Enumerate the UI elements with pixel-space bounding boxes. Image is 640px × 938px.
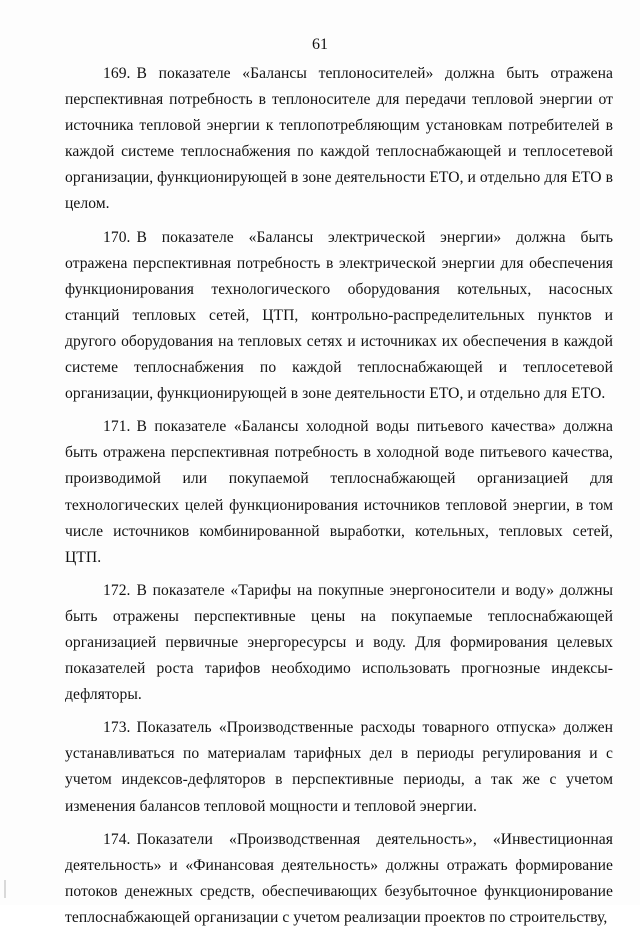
paragraph-text: Показатель «Производственные расходы товарного отпуска» должен устанавливаться по материалам тарифных дел в периоды регулирования и с учетом индексов-дефляторов в перспективные периоды, а так же с учетом изменения балансов тепловой мощности и тепловой энергии. — [65, 719, 613, 815]
paragraph-172 — [65, 578, 613, 708]
paragraph-number: 174. — [103, 830, 131, 848]
document-body — [65, 61, 613, 938]
paragraph-text: В показателе «Балансы теплоносителей» должна быть отражена перспективная потребность в теплоносителе для передачи тепловой энергии от источника тепловой энергии к теплопотребляющим установкам потребителей в каждой системе теплоснабжения по каждой теплоснабжающей и теплосетевой организации, функционирующей в зоне деятельности ЕТО, и отдельно для ЕТО в целом. — [65, 65, 613, 213]
scan-edge-mark — [4, 880, 6, 898]
paragraph-171 — [65, 414, 613, 571]
paragraph-text: В показателе «Тарифы на покупные энергоносители и воду» должны быть отражены перспективные цены на покупаемые теплоснабжающей организацией первичные энергоресурсы и воду. Для формирования целевых показателей роста тарифов необходимо использовать прогнозные индексы-дефляторы. — [65, 581, 613, 704]
paragraph-number: 170. — [103, 228, 131, 246]
paragraph-number: 172. — [103, 581, 131, 599]
page-number: 61 — [312, 36, 328, 53]
paragraph-173 — [65, 715, 613, 819]
paragraph-174 — [65, 827, 613, 931]
paragraph-number: 169. — [103, 65, 131, 82]
paragraph-170 — [65, 225, 613, 408]
paragraph-number: 173. — [103, 719, 131, 737]
paragraph-text: В показателе «Балансы холодной воды питьевого качества» должна быть отражена перспективная потребность в холодной воде питьевого качества, производимой или покупаемой теплоснабжающей организацией для технологических целей функционирования источников тепловой энергии, в том числе источников комбинированной выработки, котельных, тепловых сетей, ЦТП. — [65, 418, 613, 566]
paragraph-number: 171. — [103, 418, 131, 436]
paragraph-text: Показатели «Производственная деятельность», «Инвестиционная деятельность» и «Финансовая деятельность» должны отражать формирование потоков денежных средств, обеспечивающих безубыточное функционирование теплоснабжающей организации с учетом реализации проектов по строительству, — [65, 830, 613, 926]
paragraph-169 — [65, 61, 613, 218]
paragraph-text: В показателе «Балансы электрической энергии» должна быть отражена перспективная потребность в электрической энергии для обеспечения функционирования технологического оборудования котельных, насосных станций тепловых сетей, ЦТП, контрольно-распределительных пунктов и другого оборудования на тепловых сетях и источниках их обеспечения в каждой системе теплоснабжения по каждой теплоснабжающей и теплосетевой организации, функционирующей в зоне деятельности ЕТО, и отдельно для ЕТО. — [65, 228, 613, 403]
